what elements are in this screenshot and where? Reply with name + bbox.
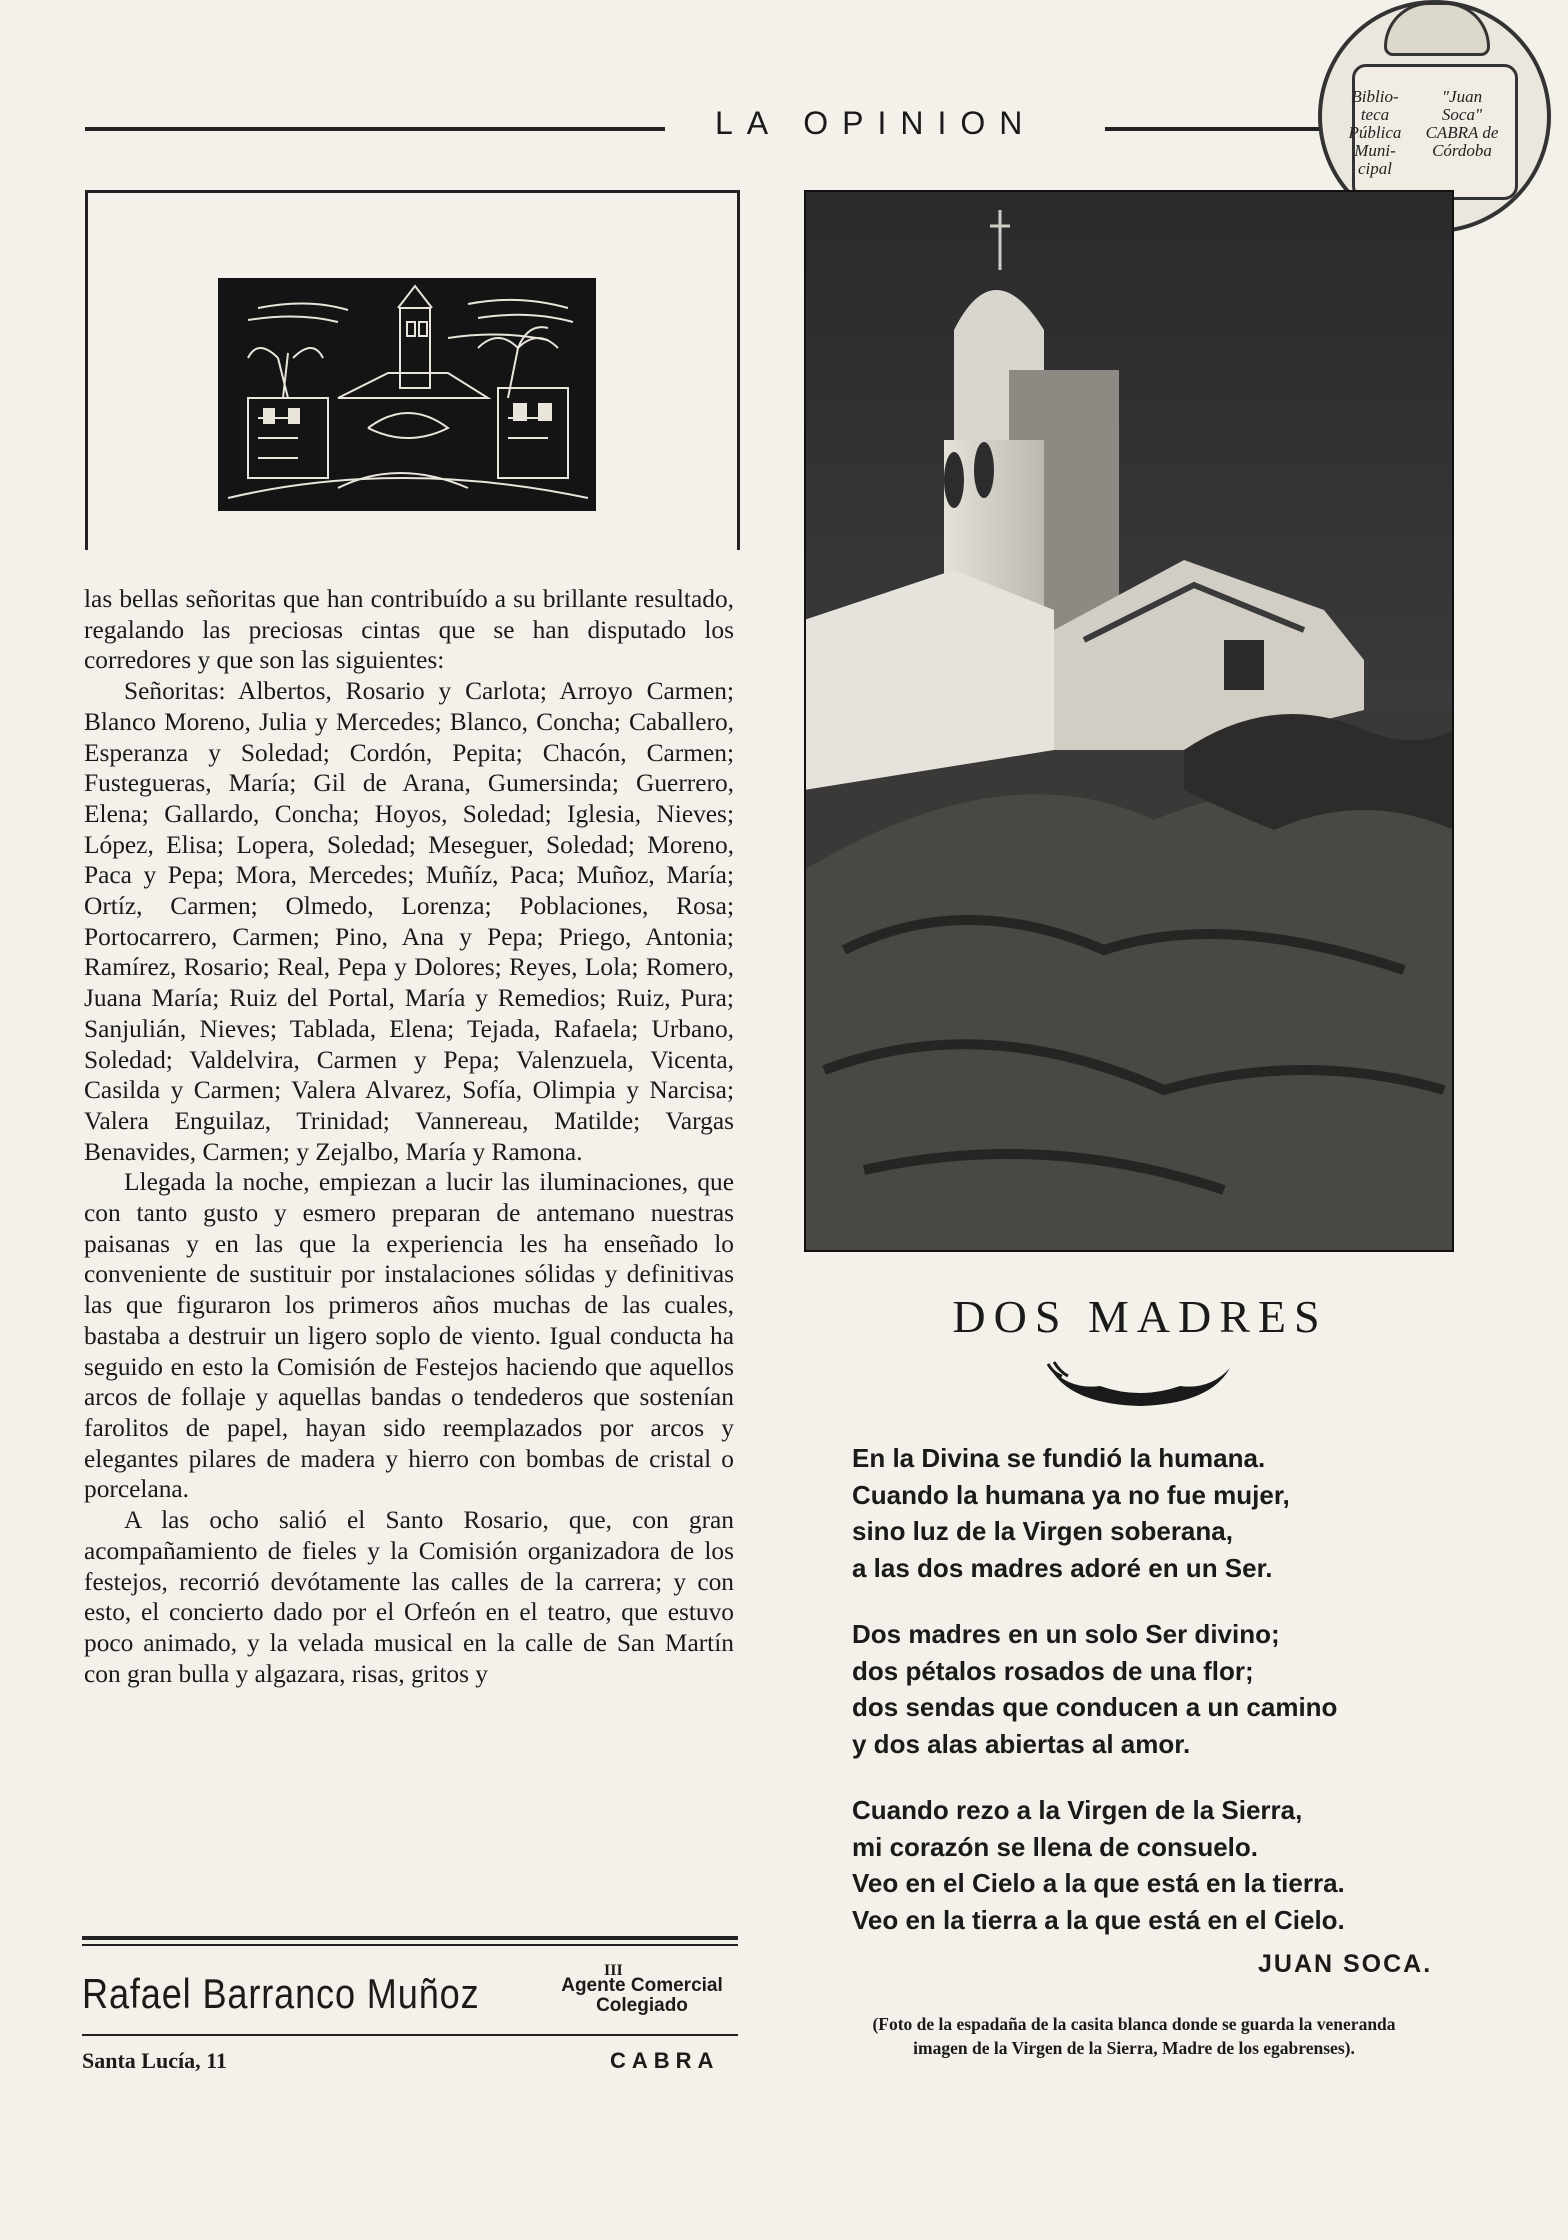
poem-line: y dos alas abiertas al amor. [852, 1728, 1191, 1759]
advertiser-address: Santa Lucía, 11 [82, 2048, 227, 2073]
flourish-ornament-icon [1040, 1360, 1240, 1408]
belfry-photograph [804, 190, 1454, 1252]
poem-line: Veo en la tierra a la que está en el Cielo. [852, 1904, 1345, 1935]
poem-stanza-2 [852, 1616, 1412, 1762]
frame-top-rule [85, 190, 740, 193]
advertiser-role-line2: Colegiado [596, 1995, 688, 2016]
photo-caption [800, 2012, 1468, 2060]
masthead-rule-left [85, 127, 665, 131]
ad-rule-thin [82, 1944, 738, 1946]
advertiser-role [547, 1976, 737, 2016]
woodcut-svg [218, 278, 596, 511]
ad-ornament: III [604, 1962, 623, 1979]
poem-stanza-3 [852, 1792, 1412, 1938]
publication-title: LA OPINION [715, 105, 1037, 141]
poem-line: a las dos madres adoré en un Ser. [852, 1552, 1273, 1583]
ad-rule-thick [82, 1936, 738, 1940]
poem-line: dos pétalos rosados de una flor; [852, 1655, 1254, 1686]
article-paragraph-1: las bellas señoritas que han contribuído a su brillante resultado, regalando las preciosas cintas que se han disputado los corredores y que son las siguientes: [84, 585, 734, 675]
crown-icon [1384, 2, 1490, 56]
town-woodcut-illustration [218, 278, 596, 511]
caption-line-2: imagen de la Virgen de la Sierra, Madre de los egabrenses). [913, 2038, 1355, 2058]
poem-line: dos sendas que conducen a un camino [852, 1692, 1338, 1722]
article-paragraph-4: A las ocho salió el Santo Rosario, que, con gran acompañamiento de fieles y la Comisión organizadora de los festejos, recorrió devótamente las calles de la carrera; y con esto, el concierto dado por el Orfeón en el teatro, que estuvo poco animado, y la velada musical en la calle de San Martín con gran bulla y algazara, risas, gritos y [84, 1506, 734, 1688]
advertiser-name: Rafael Barranco Muñoz [82, 1970, 480, 2017]
poem-title: DOS MADRES [952, 1291, 1328, 1342]
stamp-left-text: Biblio-teca Pública Muni-cipal [1348, 87, 1402, 178]
frame-right-rule [737, 190, 740, 550]
poem-line: sino luz de la Virgen soberana, [852, 1516, 1233, 1546]
ad-rule-bottom [82, 2034, 738, 2036]
advertiser-role-line1: Agente Comercial [561, 1975, 723, 1996]
caption-line-1: (Foto de la espadaña de la casita blanca donde se guarda la veneranda [872, 2014, 1396, 2034]
advertiser-city: CABRA [610, 2048, 720, 2073]
poem-line: En la Divina se fundió la humana. [852, 1443, 1266, 1473]
article-paragraph-2: Señoritas: Albertos, Rosario y Carlota; Arroyo Carmen; Blanco Moreno, Julia y Mercedes; Blanco, Concha; Caballero, Esperanza y Soledad; Cordón, Pepita; Chacón, Carmen; Fustegueras, María; Gil de Arana, Gumersinda; Guerrero, Elena; Gallardo, Concha; Hoyos, Soledad; Iglesia, Nieves; López, Elisa; Lopera, Soledad; Meseguer, Soledad; Moreno, Paca y Pepa; Mora, Mercedes; Muñíz, Paca; Muñoz, María; Ortíz, Carmen; Olmedo, Lorenza; Poblaciones, Rosa; Portocarrero, Carmen; Pino, Ana y Pepa; Priego, Antonia; Ramírez, Rosario; Real, Pepa y Dolores; Reyes, Lola; Romero, Juana María; Ruiz del Portal, María y Remedios; Ruiz, Pura; Sanjulián, Nieves; Tablada, Elena; Tejada, Rafaela; Urbano, Soledad; Valdelvira, Carmen y Pepa; Valenzuela, Vicenta, Casilda y Carmen; Valera Alvarez, Sofía, Olimpia y Narcisa; Valera Enguilaz, Trinidad; Vannereau, Matilde; Vargas Benavides, Carmen; y Zejalbo, María y Ramona. [84, 677, 734, 1166]
frame-left-rule [85, 190, 88, 550]
poem-line: Cuando la humana ya no fue mujer, [852, 1479, 1290, 1510]
poem-stanza-1 [852, 1440, 1412, 1586]
poem-line: mi corazón se llena de consuelo. [852, 1831, 1259, 1862]
photo-border [804, 190, 1454, 1252]
poem-line: Veo en el Cielo a la que está en la tierra. [852, 1868, 1345, 1898]
poem-author: JUAN SOCA. [1258, 1950, 1433, 1978]
advertisement-box [82, 1936, 738, 2076]
stamp-right-text: "Juan Soca" CABRA de Córdoba [1425, 87, 1499, 160]
poem-line: Cuando rezo a la Virgen de la Sierra, [852, 1795, 1303, 1825]
poem-body [852, 1440, 1412, 1968]
article-paragraph-3: Llegada la noche, empiezan a lucir las iluminaciones, que con tanto gusto y esmero preparan de antemano nuestras paisanas y en las que la experiencia les ha enseñado lo conveniente de sustituir por instalaciones sólidas y definitivas las que figuraron los primeros años muchas de las cuales, bastaba a destruir un ligero soplo de viento. Igual conducta ha seguido en esto la Comisión de Festejos haciendo que aquellos arcos de follaje y aquellas bandas o tendederos que sostenían farolitos de papel, hayan sido reemplazados por arcos y elegantes pilares de madera y hierro con bombas de cristal o porcelana. [84, 1168, 734, 1504]
poem-line: Dos madres en un solo Ser divino; [852, 1619, 1280, 1649]
festivities-article [84, 584, 734, 1689]
